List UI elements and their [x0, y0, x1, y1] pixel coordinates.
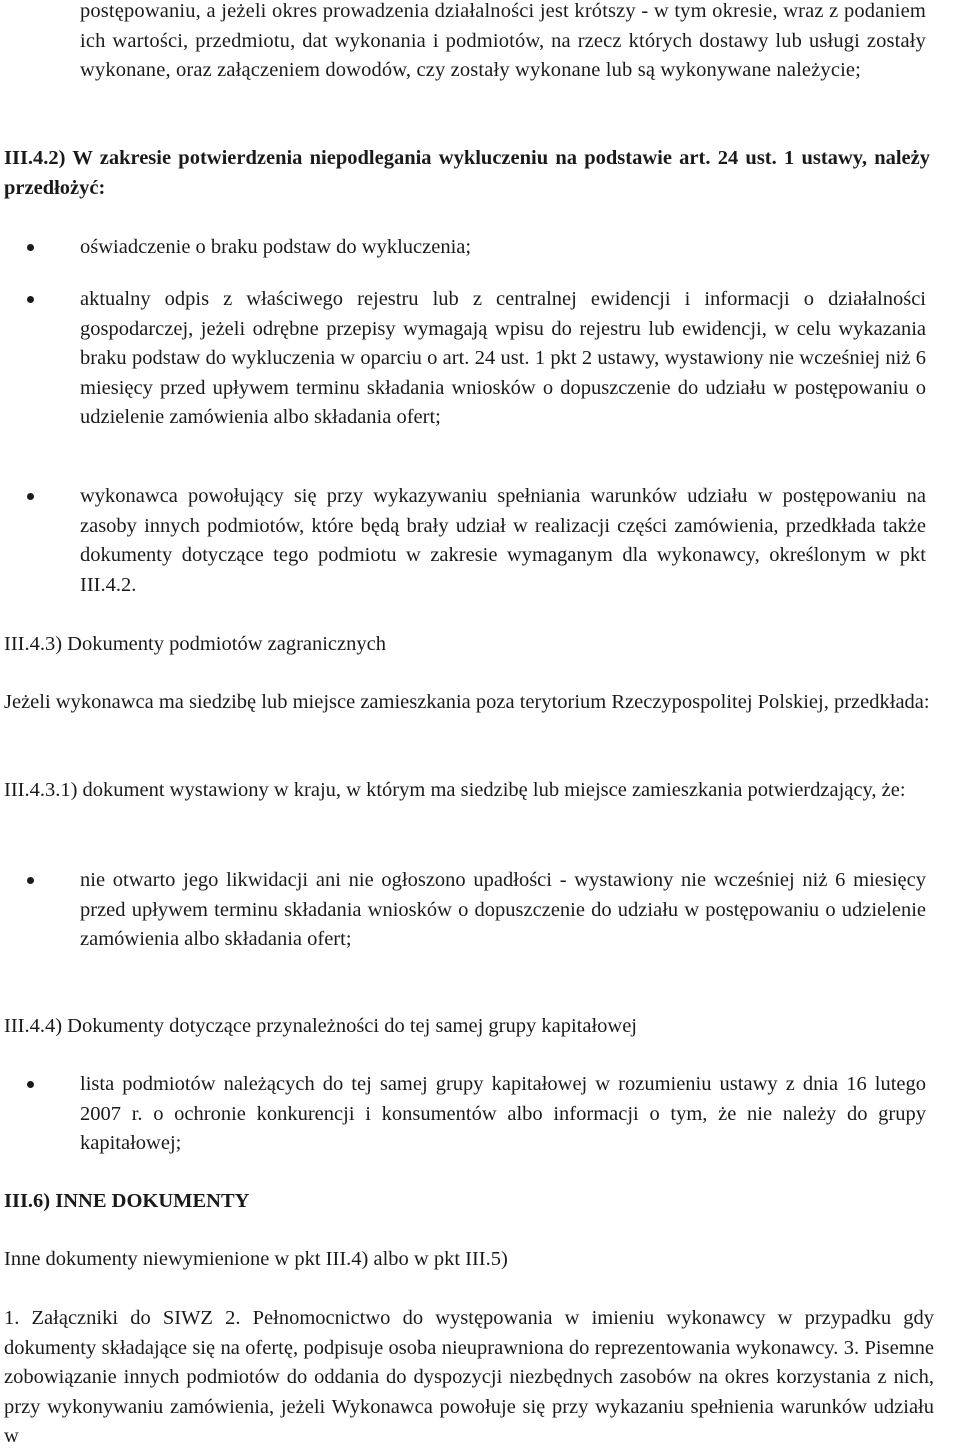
bullet-icon [27, 1081, 34, 1088]
section-heading-III-4-3-1: III.4.3.1) dokument wystawiony w kraju, w którym ma siedzibę lub miejsce zamieszkania potwierdzający, że: [4, 779, 906, 801]
bullet-icon [27, 493, 34, 500]
section-heading-III-6: III.6) INNE DOKUMENTY [4, 1190, 250, 1212]
section-heading-III-4-2: III.4.2) W zakresie potwierdzenia niepodlegania wykluczeniu na podstawie art. 24 ust. 1 ustawy, należy przedłożyć: [4, 147, 930, 199]
bullet-icon [27, 296, 34, 303]
list-item: wykonawca powołujący się przy wykazywaniu spełniania warunków udziału w postępowaniu na zasoby innych podmiotów, które będą brały udział w realizacji części zamówienia, przedkłada także dokumenty dotyczące tego podmiotu w zakresie wymaganym dla wykonawcy, określonym w pkt III.4.2. [80, 485, 926, 596]
intro-continuation: postępowaniu, a jeżeli okres prowadzenia działalności jest krótszy - w tym okresie, wraz z podaniem ich wartości, przedmiotu, dat wykonania i podmiotów, na rzecz których dostawy lub usługi zostały wykonane, oraz załączeniem dowodów, czy zostały wykonane lub są wykonywane należycie; [80, 0, 926, 81]
list-item: lista podmiotów należących do tej samej grupy kapitałowej w rozumieniu ustawy z dnia 16 lutego 2007 r. o ochronie konkurencji i konsumentów albo informacji o tym, że nie należy do grupy kapitałowej; [80, 1073, 926, 1154]
list-item: nie otwarto jego likwidacji ani nie ogłoszono upadłości - wystawiony nie wcześniej niż 6 miesięcy przed upływem terminu składania wniosków o dopuszczenie do udziału w postępowaniu o udzielenie zamówienia albo składania ofert; [80, 869, 926, 950]
bullet-icon [27, 877, 34, 884]
section-heading-III-4-4: III.4.4) Dokumenty dotyczące przynależności do tej samej grupy kapitałowej [4, 1015, 637, 1037]
paragraph-other-documents: Inne dokumenty niewymienione w pkt III.4) albo w pkt III.5) [4, 1248, 508, 1270]
bullet-icon [27, 244, 34, 251]
paragraph-attachments: 1. Załączniki do SIWZ 2. Pełnomocnictwo do występowania w imieniu wykonawcy w przypadku gdy dokumenty składające się na ofertę, podpisuje osoba nieuprawniona do reprezentowania wykonawcy. 3. Pisemne zobowiązanie innych podmiotów do oddania do dyspozycji niezbędnych zasobów na okres korzystania z nich, przy wykonywaniu zamówienia, jeżeli Wykonawca powołuje się przy wykazaniu spełnienia warunków udziału w [4, 1307, 934, 1447]
list-item: aktualny odpis z właściwego rejestru lub z centralnej ewidencji i informacji o działalności gospodarczej, jeżeli odrębne przepisy wymagają wpisu do rejestru lub ewidencji, w celu wykazania braku podstaw do wykluczenia w oparciu o art. 24 ust. 1 pkt 2 ustawy, wystawiony nie wcześniej niż 6 miesięcy przed upływem terminu składania wniosków o dopuszczenie do udziału w postępowaniu o udzielenie zamówienia albo składania ofert; [80, 288, 926, 428]
paragraph-foreign-entities: Jeżeli wykonawca ma siedzibę lub miejsce zamieszkania poza terytorium Rzeczypospolitej Polskiej, przedkłada: [4, 691, 930, 713]
section-heading-III-4-3: III.4.3) Dokumenty podmiotów zagranicznych [4, 633, 386, 655]
list-item: oświadczenie o braku podstaw do wykluczenia; [80, 236, 472, 258]
